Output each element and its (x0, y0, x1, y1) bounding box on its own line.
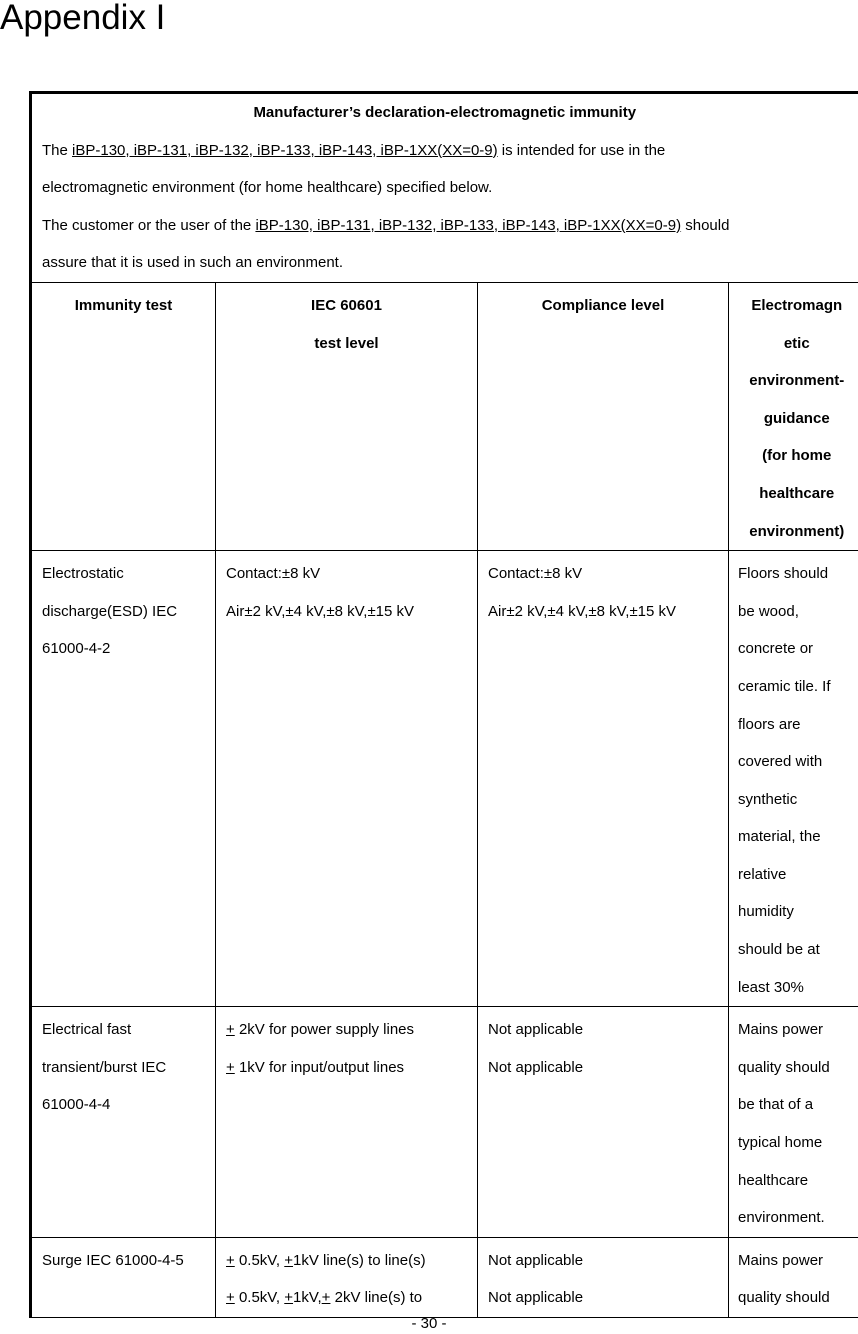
esd-guidance-line: covered with (738, 753, 823, 771)
eft-guidance-line: quality should (738, 1058, 830, 1076)
esd-guidance-line: should be at (738, 941, 820, 959)
eft-guidance-line: Mains power (738, 1021, 824, 1039)
surge-level-cell (216, 1237, 478, 1317)
declaration-line3-prefix: The customer or the user of the (42, 216, 256, 234)
table-row-surge (31, 1237, 858, 1317)
plus-minus-sign: + (284, 1251, 294, 1269)
esd-guidance-line: Floors should (738, 565, 829, 583)
esd-level-air: Air±2 kV,±4 kV,±8 kV,±15 kV (226, 602, 415, 620)
header-iec-level-line2: test level (314, 334, 379, 352)
esd-guidance-line: material, the (738, 828, 821, 846)
eft-compliance-line1: Not applicable (488, 1021, 584, 1039)
declaration-line-2: electromagnetic environment (for home healthcare) specified below. (42, 179, 493, 197)
surge-level-text: 1kV line(s) to line(s) (293, 1251, 426, 1269)
header-compliance (478, 282, 729, 550)
surge-test-line1: Surge IEC 61000-4-5 (42, 1251, 184, 1269)
eft-guidance-line: healthcare (738, 1171, 809, 1189)
plus-minus-sign: + (321, 1289, 331, 1307)
surge-level-line2 (226, 1279, 467, 1317)
declaration-line-3 (42, 207, 848, 245)
plus-minus-sign: + (226, 1058, 235, 1076)
plus-minus-sign: + (226, 1289, 235, 1307)
eft-test-line1: Electrical fast (42, 1021, 132, 1039)
header-guidance-line5: (for home (762, 447, 832, 465)
model-list: iBP-130, iBP-131, iBP-132, iBP-133, iBP-143, iBP-1XX(XX=0-9) (72, 141, 498, 159)
surge-level-text: 0.5kV, (238, 1251, 281, 1269)
esd-guidance-cell (729, 551, 858, 1007)
declaration-line-1 (42, 132, 848, 170)
eft-test-line2: transient/burst IEC (42, 1058, 167, 1076)
declaration-title: Manufacturer’s declaration-electromagnetic immunity (253, 104, 637, 121)
surge-compliance-line1: Not applicable (488, 1251, 584, 1269)
esd-guidance-line: be wood, (738, 602, 799, 620)
esd-test-line3: 61000-4-2 (42, 640, 111, 658)
header-guidance (729, 282, 858, 550)
plus-minus-sign: + (226, 1021, 235, 1039)
esd-level-cell (216, 551, 478, 1007)
eft-test-cell (31, 1007, 216, 1238)
esd-guidance-line: humidity (738, 903, 794, 921)
eft-level-power-text: 2kV for power supply lines (238, 1021, 415, 1039)
surge-guidance-line: quality should (738, 1289, 830, 1307)
page-heading: Appendix I (0, 0, 166, 37)
surge-compliance-line2: Not applicable (488, 1289, 584, 1307)
declaration-line-4: assure that it is used in such an environment. (42, 254, 343, 272)
esd-guidance-line: concrete or (738, 640, 814, 658)
esd-guidance-line: relative (738, 865, 787, 883)
esd-test-line1: Electrostatic (42, 565, 124, 583)
table-row-eft (31, 1007, 858, 1238)
eft-guidance-cell (729, 1007, 858, 1238)
eft-level-io (226, 1049, 467, 1087)
header-guidance-line1: Electromagn (751, 296, 843, 314)
page-number: - 30 - (411, 1315, 447, 1332)
eft-guidance-line: environment. (738, 1209, 825, 1227)
header-compliance-text: Compliance level (541, 296, 665, 314)
header-guidance-line6: healthcare (759, 484, 835, 502)
esd-guidance-line: synthetic (738, 790, 798, 808)
surge-compliance-cell (478, 1237, 729, 1317)
surge-level-text: 2kV line(s) to (334, 1289, 423, 1307)
declaration-line1-prefix: The (42, 141, 73, 159)
surge-test-cell (31, 1237, 216, 1317)
surge-guidance-line: Mains power (738, 1251, 824, 1269)
emc-immunity-table (29, 91, 858, 1318)
eft-compliance-line2: Not applicable (488, 1058, 584, 1076)
esd-guidance-line: ceramic tile. If (738, 677, 831, 695)
eft-test-line3: 61000-4-4 (42, 1096, 111, 1114)
esd-compliance-cell (478, 551, 729, 1007)
esd-compliance-contact: Contact:±8 kV (488, 565, 583, 583)
surge-level-text: 1kV, (293, 1289, 322, 1307)
table-row-esd (31, 551, 858, 1007)
eft-level-cell (216, 1007, 478, 1238)
declaration-cell (31, 93, 858, 283)
esd-compliance-air: Air±2 kV,±4 kV,±8 kV,±15 kV (488, 602, 677, 620)
esd-test-line2: discharge(ESD) IEC (42, 602, 178, 620)
surge-level-text: 0.5kV, (238, 1289, 281, 1307)
eft-level-io-text: 1kV for input/output lines (238, 1058, 405, 1076)
header-iec-level-line1: IEC 60601 (311, 296, 382, 314)
header-guidance-line4: guidance (763, 409, 830, 427)
header-guidance-line2: etic (783, 334, 810, 352)
esd-guidance-line: floors are (738, 715, 801, 733)
header-immunity-test (31, 282, 216, 550)
model-list-repeat: iBP-130, iBP-131, iBP-132, iBP-133, iBP-143, iBP-1XX(XX=0-9) (255, 216, 682, 234)
header-guidance-line7: environment) (749, 522, 845, 540)
eft-guidance-line: typical home (738, 1134, 823, 1152)
plus-minus-sign: + (284, 1289, 294, 1307)
declaration-line3-suffix: should (681, 216, 730, 234)
surge-guidance-cell (729, 1237, 858, 1317)
esd-level-contact: Contact:±8 kV (226, 565, 321, 583)
header-row (31, 282, 858, 550)
eft-level-power (226, 1011, 467, 1049)
esd-test-cell (31, 551, 216, 1007)
header-guidance-line3: environment- (749, 372, 845, 390)
plus-minus-sign: + (226, 1251, 235, 1269)
eft-guidance-line: be that of a (738, 1096, 814, 1114)
surge-level-line1 (226, 1242, 467, 1280)
header-immunity-test-text: Immunity test (74, 296, 173, 314)
declaration-line1-suffix: is intended for use in the (497, 141, 666, 159)
eft-compliance-cell (478, 1007, 729, 1238)
declaration-row (31, 93, 858, 283)
header-iec-level (216, 282, 478, 550)
esd-guidance-line: least 30% (738, 978, 804, 996)
